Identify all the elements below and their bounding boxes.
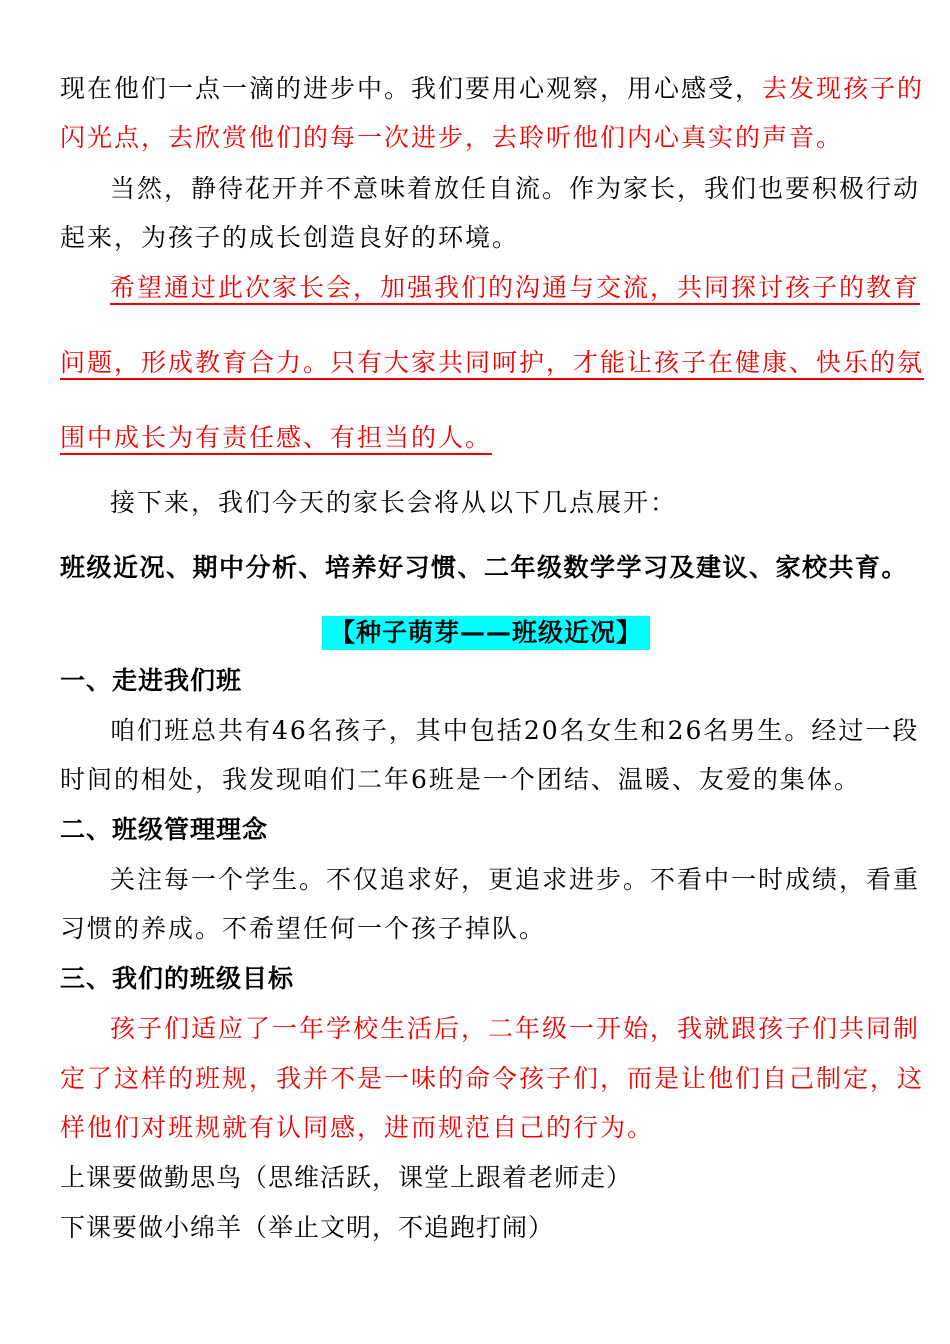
text-span: 现在他们一点一滴的进步中。我们要用心观察，用心感受， xyxy=(60,74,763,103)
paragraph-line xyxy=(60,74,924,104)
paragraph-line: 关注每一个学生。不仅追求好，更追求进步。不看中一时成绩，看重 xyxy=(110,865,921,894)
section-heading: 二、班级管理理念 xyxy=(60,815,269,844)
paragraph-line: 咱们班总共有46名孩子，其中包括20名女生和26名男生。经过一段 xyxy=(110,716,920,745)
paragraph-line: 起来，为孩子的成长创造良好的环境。 xyxy=(60,223,520,252)
underlined-red-line: 问题，形成教育合力。只有大家共同呵护，才能让孩子在健康、快乐的氛 xyxy=(60,348,925,377)
paragraph-line: 定了这样的班规，我并不是一味的命令孩子们，而是让他们自己制定，这 xyxy=(60,1064,925,1093)
paragraph-line: 接下来，我们今天的家长会将从以下几点展开： xyxy=(110,488,678,517)
paragraph-line: 时间的相处，我发现咱们二年6班是一个团结、温暖、友爱的集体。 xyxy=(60,765,861,794)
paragraph-line: 当然，静待花开并不意味着放任自流。作为家长，我们也要积极行动 xyxy=(110,174,921,203)
class-rule: 上课要做勤思鸟（思维活跃，课堂上跟着老师走） xyxy=(60,1163,633,1192)
class-rule: 下课要做小绵羊（举止文明，不追跑打闹） xyxy=(60,1213,555,1242)
paragraph-line: 孩子们适应了一年学校生活后，二年级一开始，我就跟孩子们共同制 xyxy=(110,1014,921,1043)
underlined-red-line: 围中成长为有责任感、有担当的人。 xyxy=(60,423,493,452)
agenda-line: 班级近况、期中分析、培养好习惯、二年级数学学习及建议、家校共育。 xyxy=(60,553,909,582)
paragraph-line: 样他们对班规就有认同感，进而规范自己的行为。 xyxy=(60,1113,655,1142)
paragraph-line: 闪光点，去欣赏他们的每一次进步，去聆听他们内心真实的声音。 xyxy=(60,123,844,152)
section-heading: 一、走进我们班 xyxy=(60,666,243,695)
section-banner: 【种子萌芽——班级近况】 xyxy=(322,616,650,650)
underlined-red-line: 希望通过此次家长会，加强我们的沟通与交流，共同探讨孩子的教育 xyxy=(110,273,921,302)
section-heading: 三、我们的班级目标 xyxy=(60,964,295,993)
highlight-text: 去发现孩子的 xyxy=(762,74,925,103)
paragraph-line: 习惯的养成。不希望任何一个孩子掉队。 xyxy=(60,914,547,943)
